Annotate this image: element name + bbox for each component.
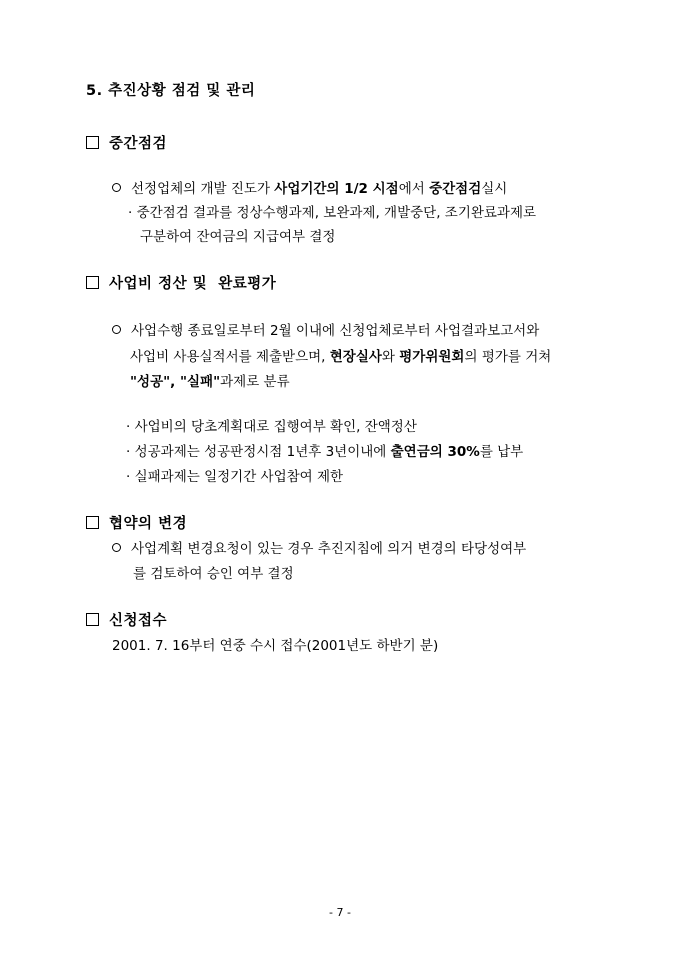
section-title: 5. 추진상황 점검 및 관리 (86, 83, 256, 99)
heading-settlement: 사업비 정산 및 완료평가 (86, 275, 276, 293)
midcheck-paragraph: 선정업체의 개발 진도가 사업기간의 1/2 시점에서 중간점검실시 (112, 180, 507, 198)
apply-line1: 2001. 7. 16부터 연중 수시 접수(2001년도 하반기 분) (112, 638, 439, 654)
heading-change: 협약의 변경 (86, 515, 187, 533)
checkbox-square-icon (86, 613, 99, 626)
settlement-bullet3: · 실패과제는 일정기간 사업참여 제한 (126, 469, 344, 485)
heading-midcheck: 중간점검 (86, 135, 167, 153)
checkbox-square-icon (86, 276, 99, 289)
page-number: - 7 - (329, 906, 351, 919)
checkbox-square-icon (86, 136, 99, 149)
heading-apply: 신청접수 (86, 612, 167, 630)
change-line2: 를 검토하여 승인 여부 결정 (133, 566, 294, 582)
change-line1: 사업계획 변경요청이 있는 경우 추진지침에 의거 변경의 타당성여부 (112, 540, 526, 558)
circle-bullet-icon (112, 325, 121, 334)
midcheck-sub-line2: 구분하여 잔여금의 지급여부 결정 (140, 229, 336, 245)
midcheck-sub-line1: · 중간점검 결과를 정상수행과제, 보완과제, 개발중단, 조기완료과제로 (128, 205, 537, 221)
settlement-line2: 사업비 사용실적서를 제출받으며, 현장실사와 평가위원회의 평가를 거쳐 (130, 349, 552, 365)
settlement-bullet1: · 사업비의 당초계획대로 집행여부 확인, 잔액정산 (126, 419, 417, 435)
settlement-line3: "성공", "실패"과제로 분류 (130, 374, 290, 390)
checkbox-square-icon (86, 516, 99, 529)
circle-bullet-icon (112, 543, 121, 552)
settlement-line1: 사업수행 종료일로부터 2월 이내에 신청업체로부터 사업결과보고서와 (112, 322, 539, 340)
circle-bullet-icon (112, 183, 121, 192)
settlement-bullet2: · 성공과제는 성공판정시점 1년후 3년이내에 출연금의 30%를 납부 (126, 444, 524, 460)
